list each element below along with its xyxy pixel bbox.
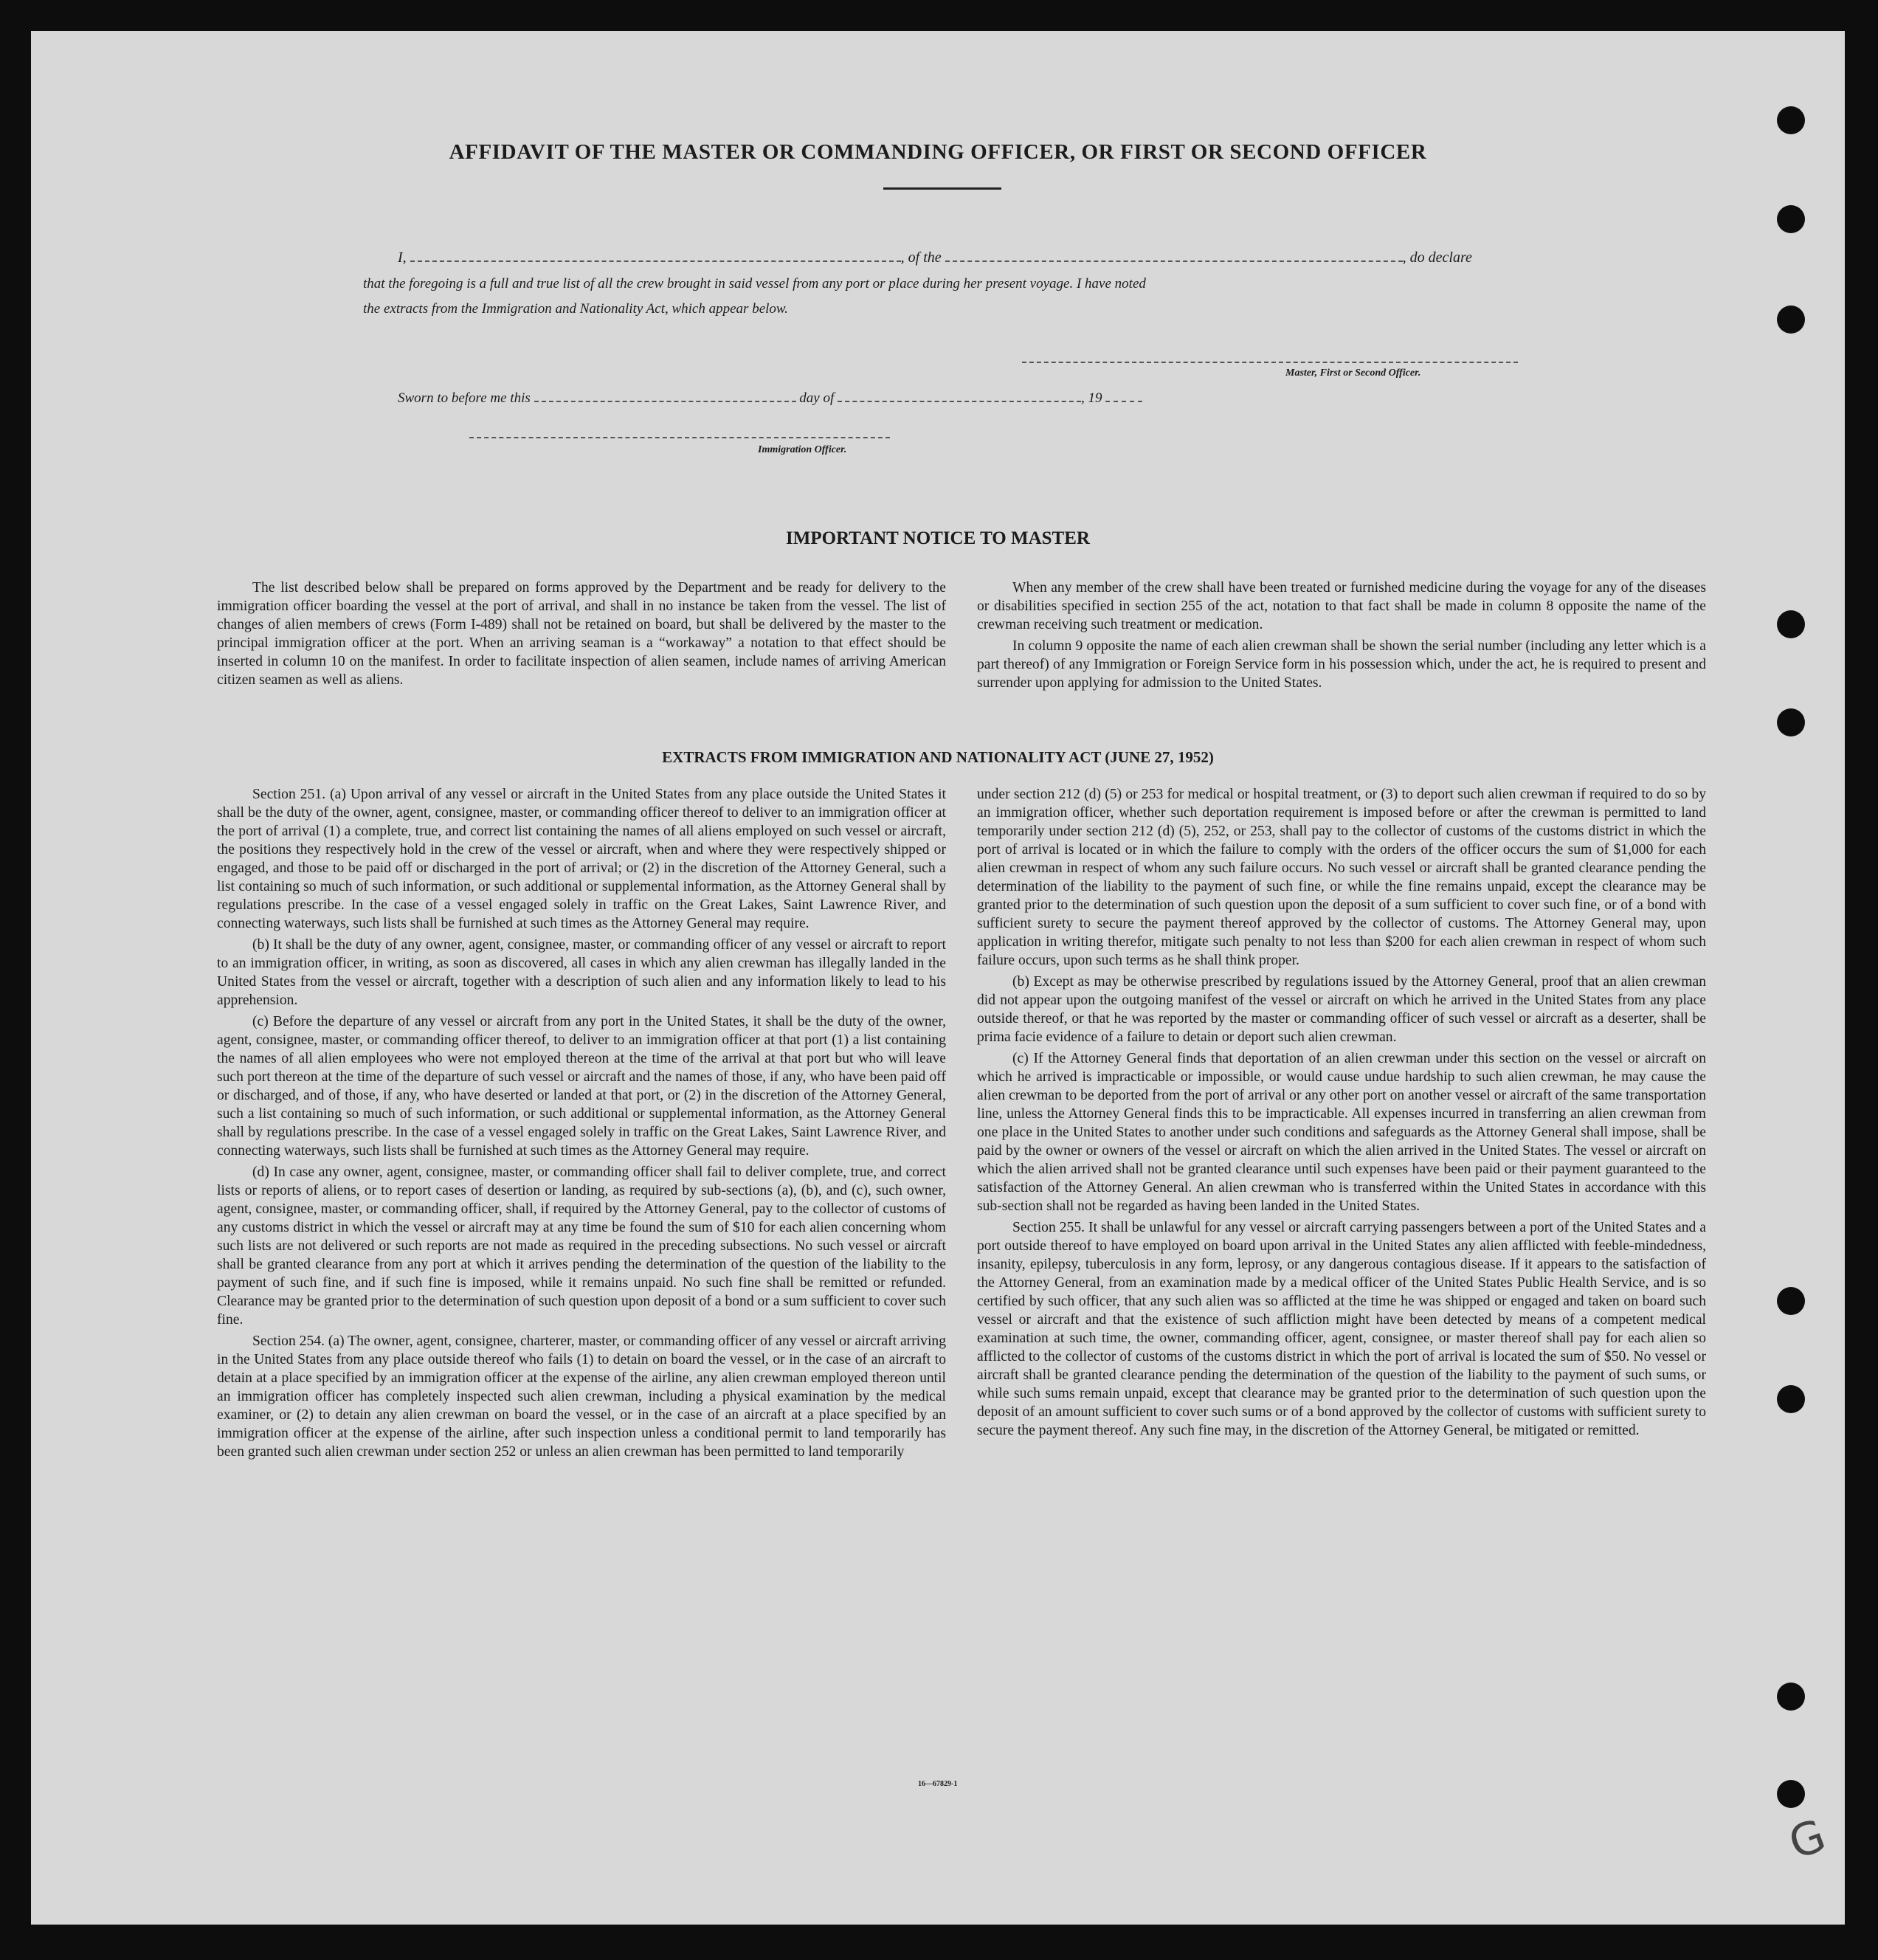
declaration-line (398, 249, 1472, 266)
punch-hole-6 (1777, 1287, 1805, 1315)
name-blank[interactable] (410, 250, 901, 262)
vessel-blank[interactable] (945, 250, 1403, 262)
sworn-month-blank[interactable] (838, 390, 1081, 402)
officer-signature-blank[interactable] (469, 427, 890, 438)
title-underline (883, 187, 1001, 190)
declaration-declare: , do declare (1402, 249, 1472, 266)
notice-right-paragraph-2: In column 9 opposite the name of each alien crewman shall be shown the serial number (including any letter which is a part thereof) of any Immigration or Foreign Service form in his possession which, under the act, he is required to present and surrender upon applying for admission to the United States. (977, 638, 1706, 691)
notice-left-column (217, 579, 946, 692)
punch-hole-4 (1777, 610, 1805, 638)
punch-hole-1 (1777, 106, 1805, 134)
section-254-a: Section 254. (a) The owner, agent, consignee, charterer, master, or commanding officer of any vessel or aircraft arriving in the United States from any place outside thereof who fails (1) to detain on board the vessel, or in the case of an aircraft to detain at a place specified by an immigration officer at the expense of the airline, any alien crewman employed thereon until an immigration officer has completely inspected such alien crewman, including a physical examination by the medical examiner, or (2) to detain any alien crewman on board the vessel, or in the case of an aircraft at a place specified by an immigration officer at the expense of the airline, after such inspection unless a conditional permit to land temporarily has been granted such alien crewman under section 252 or unless an alien crewman has been permitted to land temporarily (217, 1333, 946, 1460)
section-254-c: (c) If the Attorney General finds that deportation of an alien crewman under this section on the vessel or aircraft on which he arrived is impracticable or impossible, or would cause undue hardship to such alien crewman, he may cause the alien crewman to be deported from the port of arrival or any other port on another vessel or aircraft of the same transportation line, unless the Attorney General finds this to be impracticable. All expenses incurred in transferring an alien crewman from one place in the United States to another under such conditions and safeguards as the Attorney General shall impose, shall be paid by the owner or owners of the vessel or aircraft on which the alien arrived in the United States. The vessel or aircraft on which the alien arrived shall not be granted clearance until such expenses have been paid or their payment guaranteed to the satisfaction of the Attorney General. An alien crewman who is transferred within the United States in accordance with this sub-section shall not be regarded as having been landed in the United States. (977, 1051, 1706, 1214)
section-255: Section 255. It shall be unlawful for any vessel or aircraft carrying passengers between a port of the United States and a port outside thereof to have employed on board upon arrival in the United States any alien afflicted with feeble-mindedness, insanity, epilepsy, tuberculosis in any form, leprosy, or any dangerous contagious disease. If it appears to the satisfaction of the Attorney General, from an examination made by a medical officer of the United States Public Health Service, and is so certified by such officer, that any such alien was so afflicted at the time he was shipped or engaged and taken on board such vessel or aircraft and that the existence of such affliction might have been detected by means of a competent medical examination at such time, the owner, commanding officer, agent, consignee, or master thereof shall pay for each alien so afflicted to the collector of customs of the customs district in which the port of arrival is located the sum of $50. No vessel or aircraft shall be granted clearance pending the determination of the question of the liability to the payment of such sums, or while such sums remain unpaid, except that clearance may be granted prior to the determination of such question upon the deposit of an amount sufficient to cover such sums or of a bond approved by the collector of customs with sufficient surety to secure the payment thereof. Any such fine may, in the discretion of the Attorney General, be mitigated or remitted. (977, 1220, 1706, 1438)
document-page (31, 31, 1845, 1925)
notice-heading: IMPORTANT NOTICE TO MASTER (786, 528, 1090, 548)
section-251-d: (d) In case any owner, agent, consignee, master, or commanding officer shall fail to deliver complete, true, and correct lists or reports of aliens, or to report cases of desertion or landing, as required by sub-sections (a), (b), and (c), such owner, agent, consignee, master, or commanding officer, shall, if required by the Attorney General, pay to the collector of customs of any customs district in which the vessel or aircraft may at any time be found the sum of $10 for each alien concerning whom such lists are not delivered or such reports are not made as required in the preceding subsections. No such vessel or aircraft shall be granted clearance from any port at which it arrives pending the determination of the question of the liability to the payment of such fine, and if such fine is imposed, while it remains unpaid. No such fine shall be remitted or refunded. Clearance may be granted prior to the determination of such question upon deposit of a bond or a sum sufficient to cover such fine. (217, 1164, 946, 1328)
punch-hole-2 (1777, 205, 1805, 233)
section-251-a: Section 251. (a) Upon arrival of any vessel or aircraft in the United States from any place outside the United States it shall be the duty of the owner, agent, consignee, master, or commanding officer thereof to deliver to an immigration officer at the port of arrival (1) a complete, true, and correct list containing the names of all aliens employed on such vessel or aircraft, the positions they respectively hold in the crew of the vessel or aircraft, when and where they were respectively shipped or engaged, and those to be paid off or discharged in the port of arrival; or (2) in the discretion of the Attorney General, such a list containing so much of such information, or such additional or supplemental information, as the Attorney General shall by regulations prescribe. In the case of a vessel engaged solely in traffic on the Great Lakes, Saint Lawrence River, and connecting waterways, such lists shall be furnished at such times as the Attorney General may require. (217, 787, 946, 931)
sworn-year: , 19 (1081, 390, 1102, 406)
sworn-line (398, 390, 1142, 407)
notice-right-paragraph-1: When any member of the crew shall have been treated or furnished medicine during the voyage for any of the diseases or disabilities specified in section 255 of the act, notation to that fact shall be made in column 8 opposite the name of the crewman receiving such treatment or medication. (977, 580, 1706, 632)
form-code: 16—67829-1 (918, 1780, 958, 1788)
extracts-left-column (217, 785, 946, 1464)
sworn-day-of: day of (799, 390, 835, 406)
punch-hole-3 (1777, 306, 1805, 334)
extracts-right-column (977, 785, 1706, 1443)
declaration-i: I, (398, 249, 407, 266)
extracts-heading: EXTRACTS FROM IMMIGRATION AND NATIONALITY ACT (JUNE 27, 1952) (662, 748, 1214, 766)
section-254-b: (b) Except as may be otherwise prescribed by regulations issued by the Attorney General, proof that an alien crewman did not appear upon the outgoing manifest of the vessel or aircraft on which he arrived in the United States from any place outside thereof, or that he was reported by the master or commanding officer of such vessel or aircraft as a deserter, shall be prima facie evidence of a failure to detain or deport such alien crewman. (977, 974, 1706, 1045)
punch-hole-8 (1777, 1683, 1805, 1711)
notice-right-column (977, 579, 1706, 695)
section-251-c: (c) Before the departure of any vessel or aircraft from any port in the United States, it shall be the duty of the owner, agent, consignee, master, or commanding officer thereof, to deliver to an immigration officer at that port (1) a list containing the names of all alien employees who were not employed thereon at the time of the arrival at that port but who will leave such port thereon at the time of the departure of such vessel or aircraft and the names of those, if any, who have been paid off or discharged, and of those, if any, who have deserted or landed at that port, or (2) in the discretion of the Attorney General, such a list containing so much of such information, or such additional or supplemental information, as the Attorney General shall by regulations prescribe. In the case of a vessel engaged solely in traffic on the Great Lakes, Saint Lawrence River, and connecting waterways, such lists shall be furnished at such times as the Attorney General may require. (217, 1014, 946, 1159)
affidavit-title: AFFIDAVIT OF THE MASTER OR COMMANDING OFFICER, OR FIRST OR SECOND OFFICER (449, 140, 1427, 164)
section-254-a-continued: under section 212 (d) (5) or 253 for medical or hospital treatment, or (3) to deport such alien crewman if required to do so by an immigration officer, whether such deportation requirement is imposed before or after the crewman is permitted to land temporarily under section 212 (d) (5), 252, or 253, shall pay to the collector of customs of the customs district in which the port of arrival is located or in which the failure to comply with the orders of the officer occurs the sum of $1,000 for each alien crewman in respect of whom any such failure occurs. No such vessel or aircraft shall be granted clearance pending the determination of the liability to the payment of such fine, or while the fine remains unpaid, except the clearance may be granted prior to the determination of such question upon the deposit of a sum sufficient to cover such fine, or of a bond with sufficient surety to secure the payment thereof approved by the collector of customs. The Attorney General may, upon application in writing therefor, mitigate such penalty to not less than $200 for each alien crewman in respect of whom such failure occurs, upon such terms as he shall think proper. (977, 787, 1706, 968)
handwritten-page-mark: G (1782, 1809, 1833, 1870)
declaration-line-2: that the foregoing is a full and true list of all the crew brought in said vessel from any port or place during her present voyage. I have noted (363, 276, 1146, 291)
punch-hole-7 (1777, 1385, 1805, 1413)
master-signature-label: Master, First or Second Officer. (1285, 368, 1421, 379)
notice-left-paragraph: The list described below shall be prepared on forms approved by the Department and be ready for delivery to the immigration officer boarding the vessel at the port of arrival, and shall in no instance be taken from the vessel. The list of changes of alien members of crews (Form I-489) shall not be retained on board, but shall be delivered by the master to the principal immigration officer at the port. When an arriving seaman is a “workaway” a notation to that effect should be inserted in column 10 on the manifest. In order to facilitate inspection of alien seamen, include names of arriving American citizen seamen as well as aliens. (217, 580, 946, 688)
declaration-line-3: the extracts from the Immigration and Nationality Act, which appear below. (363, 301, 788, 317)
sworn-text: Sworn to before me this (398, 390, 531, 406)
declaration-of-the: , of the (900, 249, 942, 266)
punch-hole-5 (1777, 708, 1805, 736)
section-251-b: (b) It shall be the duty of any owner, agent, consignee, master, or commanding officer of any vessel or aircraft to report to an immigration officer, in writing, as soon as discovered, all cases in which any alien crewman has illegally landed in the United States from the vessel or aircraft, together with a description of such alien and any information likely to lead to his apprehension. (217, 937, 946, 1008)
sworn-year-blank[interactable] (1105, 390, 1142, 402)
master-signature-blank[interactable] (1022, 351, 1518, 363)
sworn-day-blank[interactable] (534, 390, 796, 402)
officer-signature-label: Immigration Officer. (758, 444, 847, 455)
punch-hole-9 (1777, 1780, 1805, 1808)
